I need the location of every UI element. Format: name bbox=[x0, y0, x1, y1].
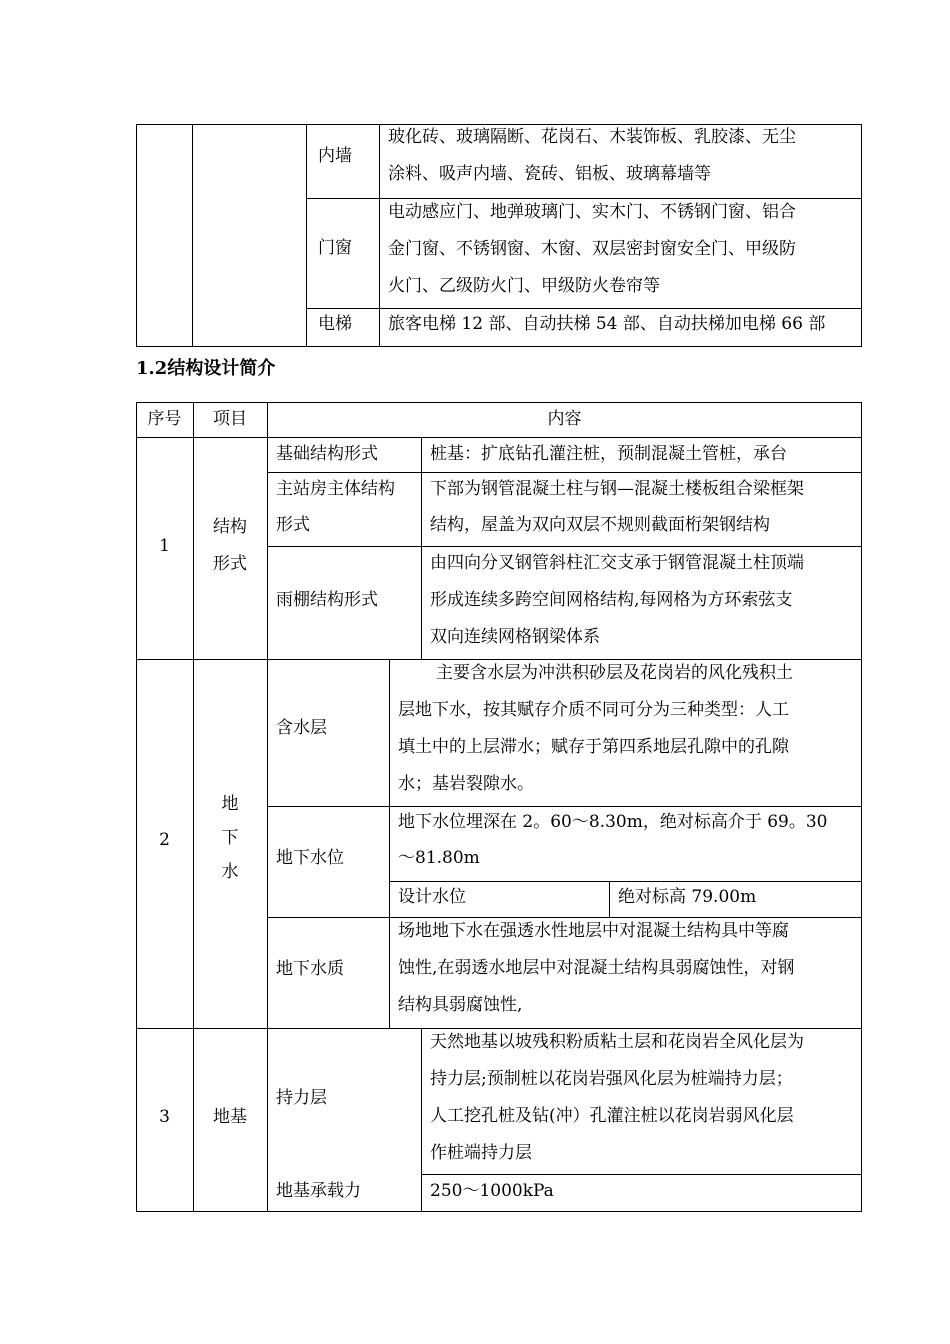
header-no: 序号 bbox=[147, 409, 182, 429]
row-number: 3 bbox=[159, 1107, 170, 1127]
row-number: 2 bbox=[159, 830, 170, 850]
sub-label: 地下水质 bbox=[276, 959, 344, 979]
cell-text: 旅客电梯 12 部、自动扶梯 54 部、自动扶梯加电梯 66 部 bbox=[388, 314, 826, 334]
header-content: 内容 bbox=[547, 409, 582, 429]
cell-text: 双向连续网格钢梁体系 bbox=[430, 627, 600, 647]
cell-text: 蚀性,在弱透水地层中对混凝土结构具弱腐蚀性，对钢 bbox=[398, 958, 795, 978]
cell-text: 下部为钢管混凝土柱与钢—混凝土楼板组合梁框架 bbox=[430, 479, 804, 499]
cell-text: 玻化砖、玻璃隔断、花岗石、木装饰板、乳胶漆、无尘 bbox=[388, 127, 796, 147]
cell-text: 由四向分叉钢管斜柱汇交支承于钢管混凝土柱顶端 bbox=[430, 553, 804, 573]
cell-text: 主要含水层为冲洪积砂层及花岗岩的风化残积土 bbox=[436, 663, 793, 683]
cell-text: 场地地下水在强透水性地层中对混凝土结构具中等腐 bbox=[398, 921, 789, 941]
sub-label: 地下水位 bbox=[276, 848, 344, 868]
item-elevators: 电梯 bbox=[318, 314, 352, 334]
sub-label: 地基承载力 bbox=[276, 1181, 361, 1201]
item-doors-windows: 门窗 bbox=[318, 238, 352, 258]
cell-text: 电动感应门、地弹玻璃门、实木门、不锈钢门窗、铝合 bbox=[388, 202, 796, 222]
cell-text: 结构具弱腐蚀性, bbox=[398, 995, 523, 1015]
cell-text: 桩基：扩底钻孔灌注桩，预制混凝土管桩，承台 bbox=[430, 444, 787, 464]
cell-text: 地下水位埋深在 2。60～8.30m，绝对标高介于 69。30 bbox=[398, 812, 828, 832]
item-label: 结构 bbox=[213, 517, 247, 537]
item-label: 形式 bbox=[213, 554, 247, 574]
cell-text: 金门窗、不锈钢窗、木窗、双层密封窗安全门、甲级防 bbox=[388, 239, 796, 259]
section-heading: 1.2结构设计简介 bbox=[136, 358, 276, 379]
cell-text: 人工挖孔桩及钻(冲）孔灌注桩以花岗岩弱风化层 bbox=[430, 1106, 794, 1126]
cell-text: 持力层;预制桩以花岗岩强风化层为桩端持力层； bbox=[430, 1069, 793, 1089]
item-label: 水 bbox=[221, 862, 239, 882]
cell-text: 填土中的上层滞水；赋存于第四系地层孔隙中的孔隙 bbox=[398, 737, 789, 757]
cell-text: 250～1000kPa bbox=[430, 1181, 554, 1201]
cell-text: ～81.80m bbox=[398, 848, 480, 868]
design-water-level-label: 设计水位 bbox=[398, 887, 466, 907]
item-label: 地基 bbox=[213, 1107, 247, 1127]
cell-text: 层地下水，按其赋存介质不同可分为三种类型：人工 bbox=[398, 700, 789, 720]
sub-label: 形式 bbox=[276, 515, 310, 535]
sub-label: 含水层 bbox=[276, 718, 327, 738]
cell-text: 形成连续多跨空间网格结构,每网格为方环索弦支 bbox=[430, 590, 793, 610]
cell-text: 水；基岩裂隙水。 bbox=[398, 774, 534, 794]
cell-text: 结构，屋盖为双向双层不规则截面桁架钢结构 bbox=[430, 515, 770, 535]
item-label: 下 bbox=[221, 828, 239, 848]
cell-text: 作桩端持力层 bbox=[430, 1143, 532, 1163]
header-item: 项目 bbox=[213, 409, 247, 429]
sub-label: 持力层 bbox=[276, 1088, 327, 1108]
item-interior-wall: 内墙 bbox=[318, 146, 352, 166]
sub-label: 主站房主体结构 bbox=[276, 479, 395, 499]
cell-text: 火门、乙级防火门、甲级防火卷帘等 bbox=[388, 276, 660, 296]
cell-text: 涂料、吸声内墙、瓷砖、铝板、玻璃幕墙等 bbox=[388, 164, 711, 184]
row-number: 1 bbox=[159, 536, 170, 556]
item-label: 地 bbox=[221, 794, 239, 814]
cell-text: 天然地基以坡残积粉质粘土层和花岗岩全风化层为 bbox=[430, 1032, 804, 1052]
design-water-level-value: 绝对标高 79.00m bbox=[618, 887, 757, 907]
sub-label: 雨棚结构形式 bbox=[276, 590, 378, 610]
sub-label: 基础结构形式 bbox=[276, 444, 378, 464]
